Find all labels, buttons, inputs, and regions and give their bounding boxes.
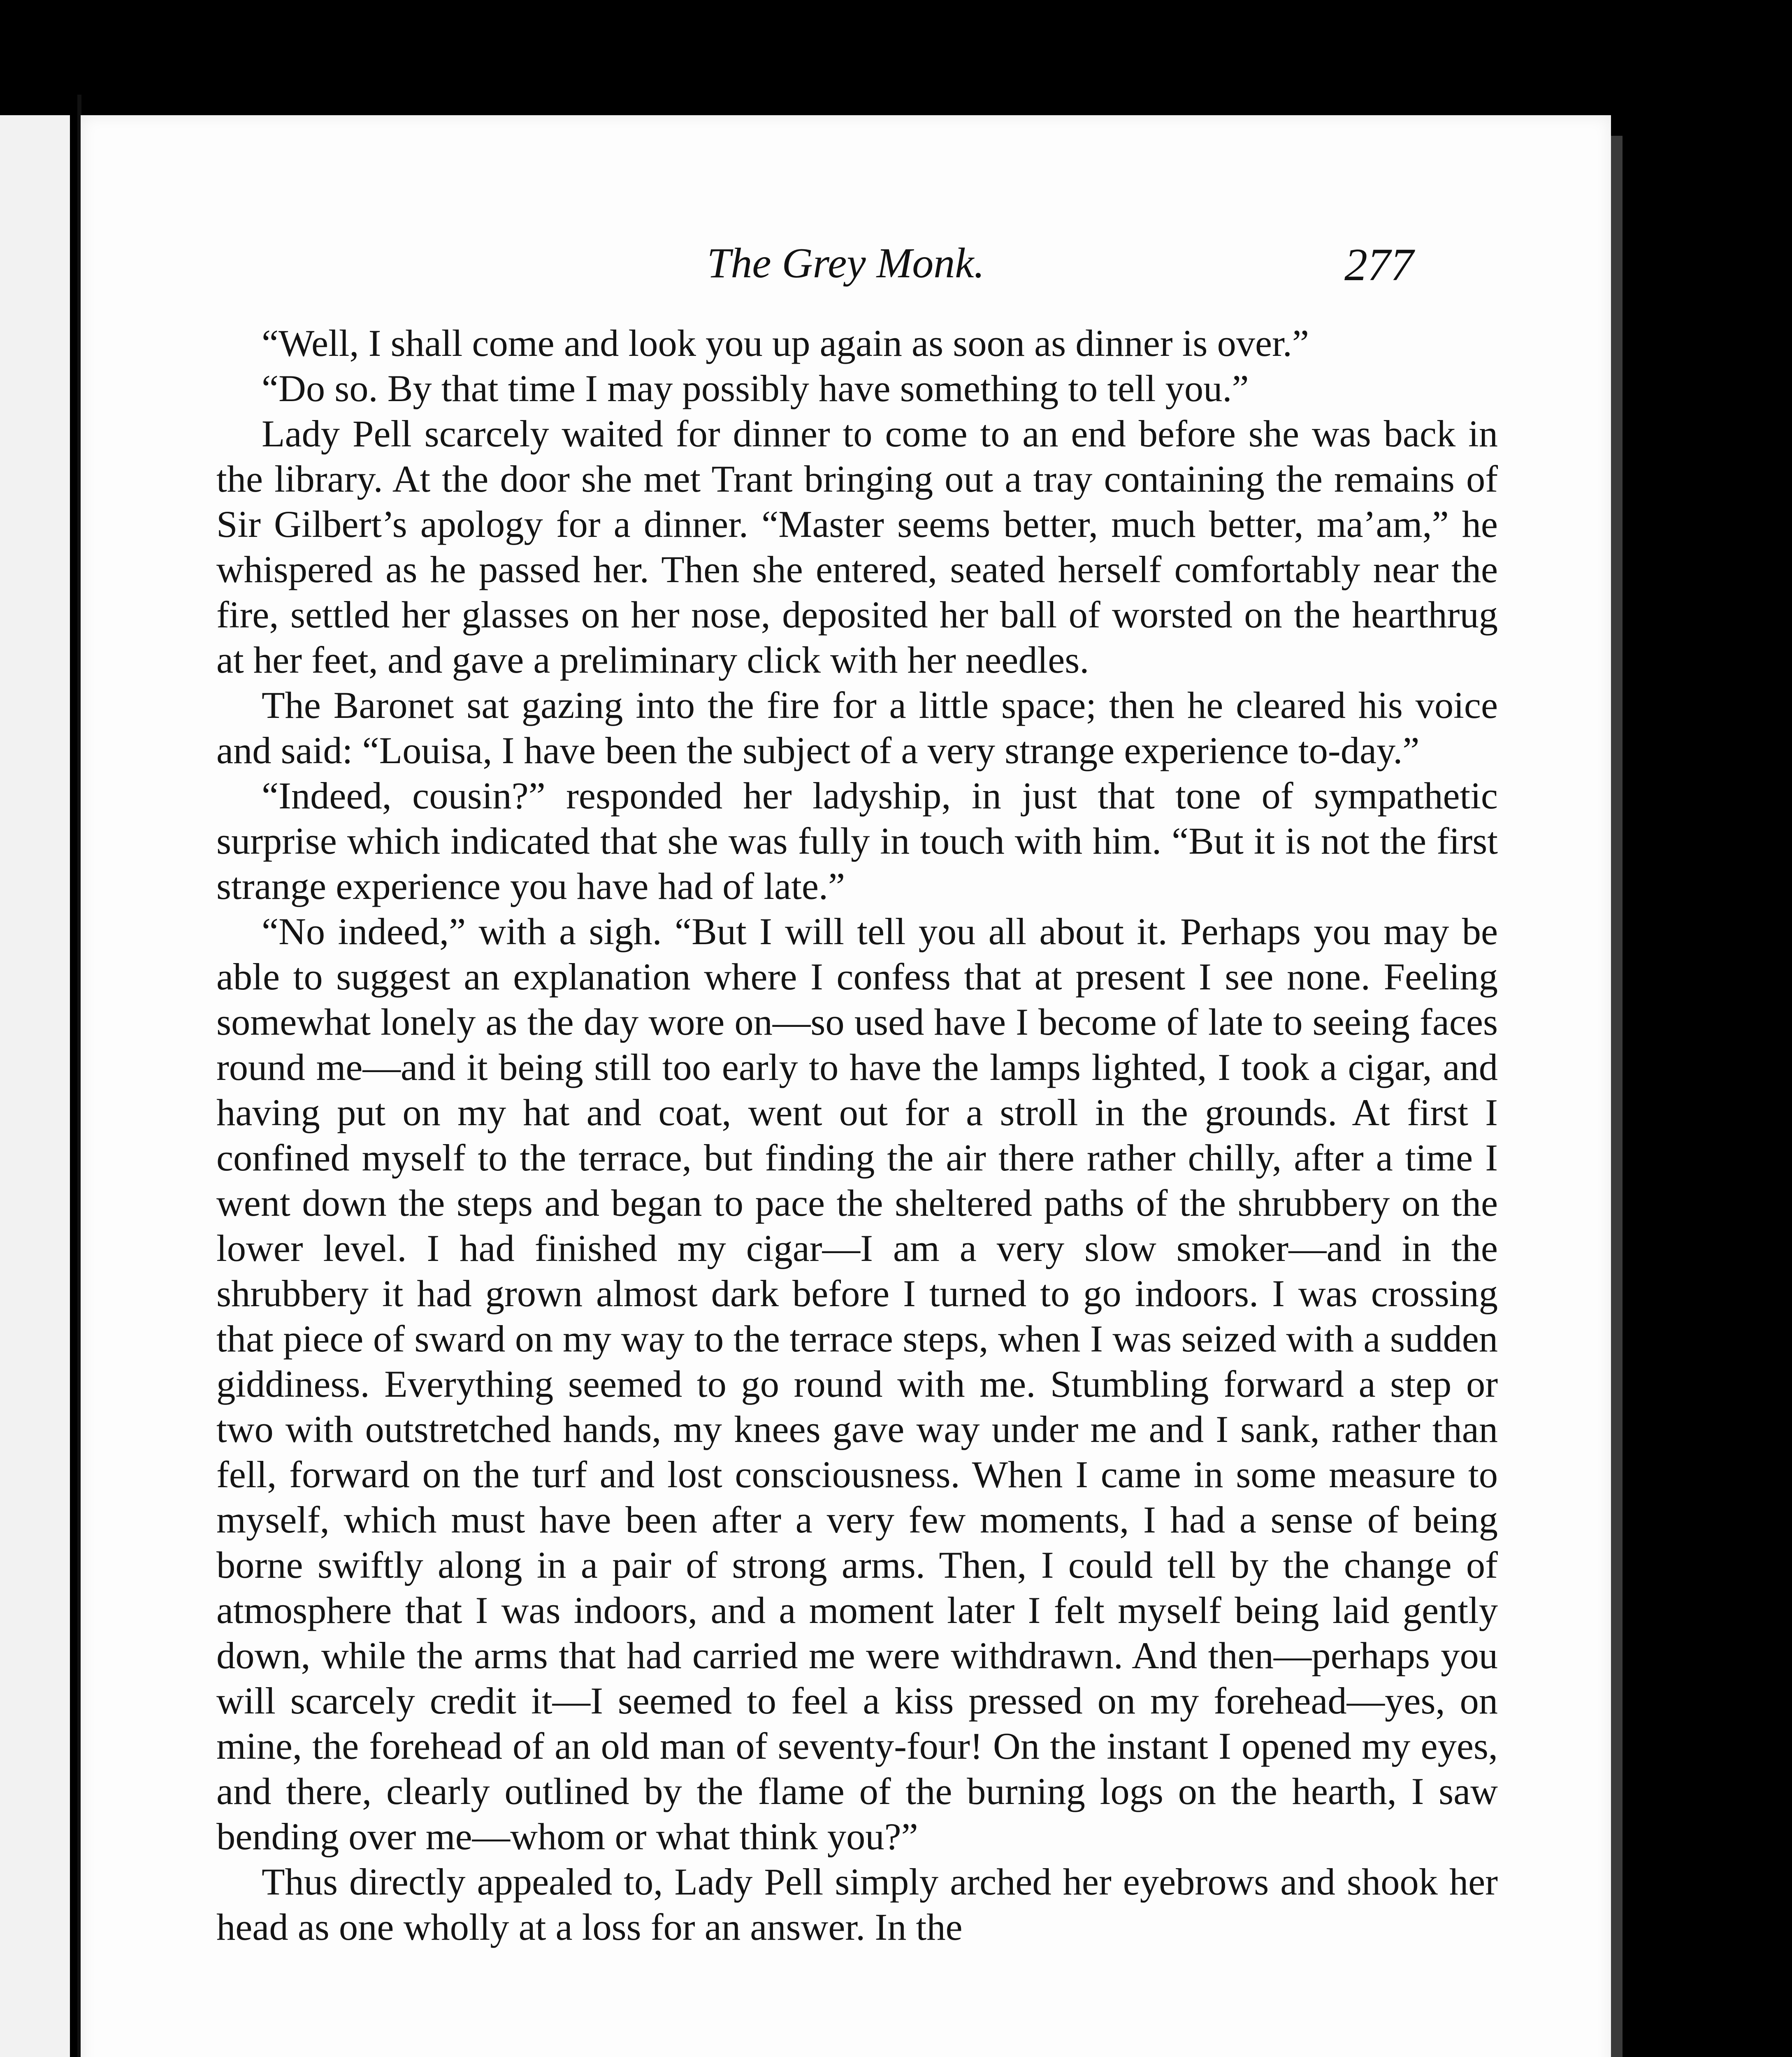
facing-page-edge [0, 115, 70, 2057]
page-number: 277 [1344, 239, 1414, 290]
paragraph: “Indeed, cousin?” responded her ladyship, in just that tone of sympathetic surprise which indicated that she was fully in touch with him. “But it is not the first strange experience you have had of late.” [216, 775, 1498, 908]
paragraph: Thus directly appealed to, Lady Pell simply arched her eyebrows and shook her head as one wholly at a loss for an answer. In the [216, 1861, 1498, 1948]
paragraph: “Do so. By that time I may possibly have something to tell you.” [262, 368, 1249, 410]
paragraph: “No indeed,” with a sigh. “But I will tell you all about it. Perhaps you may be able to suggest an explanation where I confess that at present I see none. Feeling somewhat lonely as the day wore on—so used have I become of late to seeing faces round me—and it being still too early to have the lamps lighted, I took a cigar, and having put on my hat and coat, went out for a stroll in the grounds. At first I confined myself to the terrace, but finding the air there rather chilly, after a time I went down the steps and began to pace the sheltered paths of the shrubbery on the lower level. I had finished my cigar—I am a very slow smoker—and in the shrubbery it had grown almost dark before I turned to go indoors. I was crossing that piece of sward on my way to the terrace steps, when I was seized with a sudden giddiness. Everything seemed to go round with me. Stumbling forward a step or two with outstretched hands, my knees gave way under me and I sank, rather than fell, forward on the turf and lost consciousness. When I came in some measure to myself, which must have been after a very few moments, I had a sense of being borne swiftly along in a pair of strong arms. Then, I could tell by the change of atmosphere that I was indoors, and a moment later I felt myself being laid gently down, while the arms that had carried me were withdrawn. And then—perhaps you will scarcely credit it—I seemed to feel a kiss pressed on my forehead—yes, on mine, the forehead of an old man of seventy-four! On the instant I opened my eyes, and there, clearly outlined by the flame of the burning logs on the hearth, I saw bending over me—whom or what think you?” [216, 911, 1498, 1858]
page-header [81, 239, 1611, 296]
running-title: The Grey Monk. [707, 239, 985, 287]
paragraph: “Well, I shall come and look you up again as soon as dinner is over.” [262, 323, 1309, 365]
page-right-edge [1611, 136, 1623, 2057]
paragraph: The Baronet sat gazing into the fire for a little space; then he cleared his voice and said: “Louisa, I have been the subject of a very strange experience to-day.” [216, 685, 1498, 772]
body-text [216, 321, 1498, 1950]
book-page [81, 115, 1611, 2057]
paragraph: Lady Pell scarcely waited for dinner to come to an end before she was back in the library. At the door she met Trant bringing out a tray containing the remains of Sir Gilbert’s apology for a dinner. “Master seems better, much better, ma’am,” he whispered as he passed her. Then she entered, seated herself comfortably near the fire, settled her glasses on her nose, deposited her ball of worsted on the hearthrug at her feet, and gave a preliminary click with her needles. [216, 413, 1498, 681]
